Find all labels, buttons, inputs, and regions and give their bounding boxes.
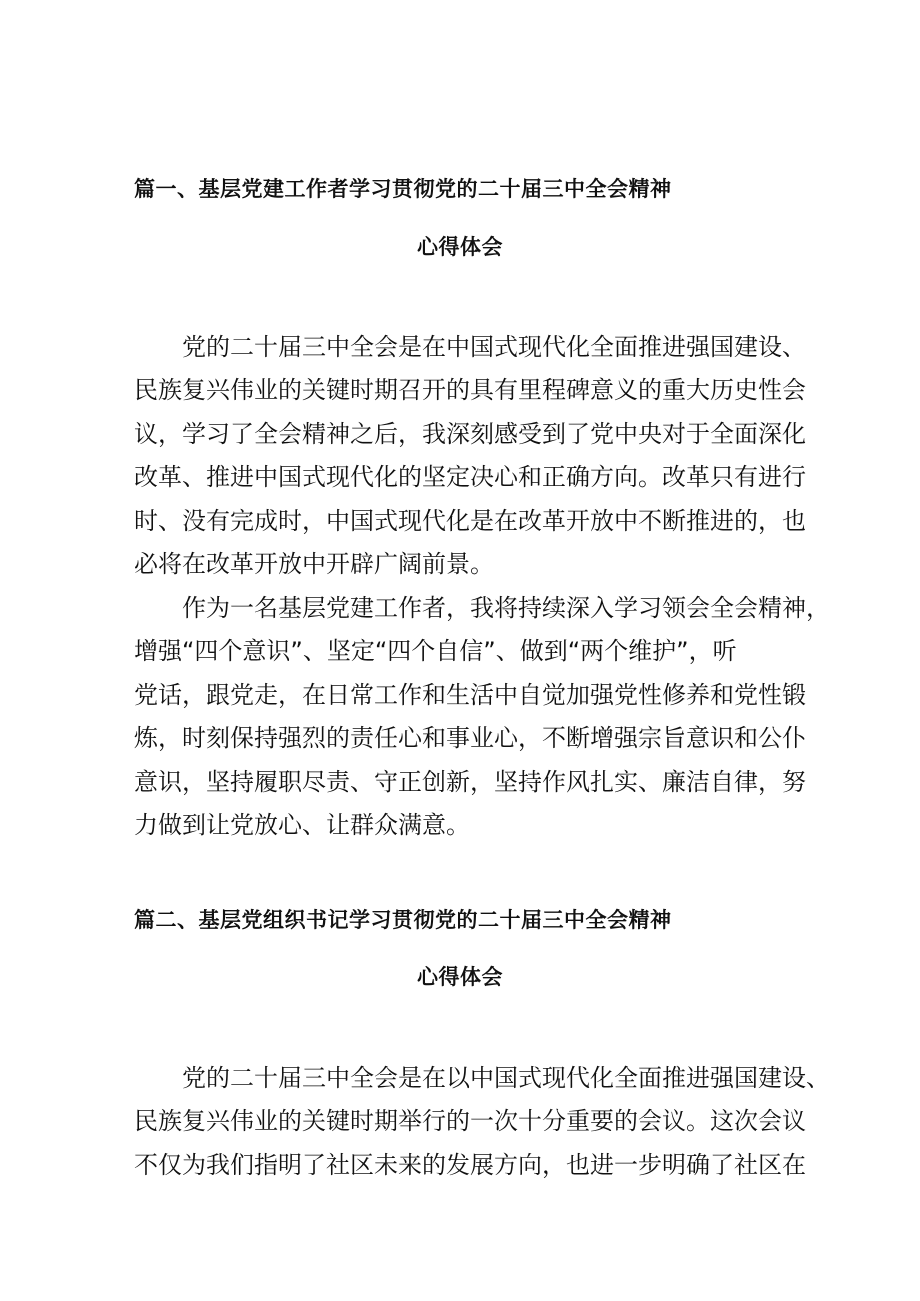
- paragraph-line: 必将在改革开放中开辟广阔前景。: [134, 550, 494, 578]
- paragraph-line: 意识，坚持履职尽责、守正创新，坚持作风扎实、廉洁自律，努: [134, 768, 806, 796]
- paragraph-line: 民族复兴伟业的关键时期召开的具有里程碑意义的重大历史性会: [134, 376, 806, 404]
- paragraph-line: 不仅为我们指明了社区未来的发展方向，也进一步明确了社区在: [134, 1151, 806, 1179]
- paragraph-line: 议，学习了全会精神之后，我深刻感受到了党中央对于全面深化: [134, 420, 806, 448]
- paragraph-line: 力做到让党放心、让群众满意。: [134, 811, 470, 839]
- paragraph-line: 改革、推进中国式现代化的坚定决心和正确方向。改革只有进行: [134, 463, 806, 491]
- paragraph-line: 党的二十届三中全会是在以中国式现代化全面推进强国建设、: [134, 1064, 830, 1092]
- section2-heading-line1: 篇二、基层党组织书记学习贯彻党的二十届三中全会精神: [134, 908, 672, 932]
- paragraph-line: 民族复兴伟业的关键时期举行的一次十分重要的会议。这次会议: [134, 1107, 806, 1135]
- paragraph-line: 增强“四个意识”、坚定“四个自信”、做到“两个维护”，听: [134, 637, 737, 665]
- section1-heading-line1: 篇一、基层党建工作者学习贯彻党的二十届三中全会精神: [134, 177, 672, 201]
- paragraph-line: 党话，跟党走，在日常工作和生活中自觉加强党性修养和党性锻: [134, 681, 806, 709]
- paragraph-line: 作为一名基层党建工作者，我将持续深入学习领会全会精神，: [134, 594, 830, 622]
- section1-heading-line2: 心得体会: [417, 235, 503, 259]
- paragraph-line: 时、没有完成时，中国式现代化是在改革开放中不断推进的，也: [134, 507, 806, 535]
- paragraph-line: 炼，时刻保持强烈的责任心和事业心，不断增强宗旨意识和公仆: [134, 724, 806, 752]
- paragraph-line: 党的二十届三中全会是在中国式现代化全面推进强国建设、: [134, 333, 806, 361]
- section2-heading-line2: 心得体会: [417, 965, 503, 989]
